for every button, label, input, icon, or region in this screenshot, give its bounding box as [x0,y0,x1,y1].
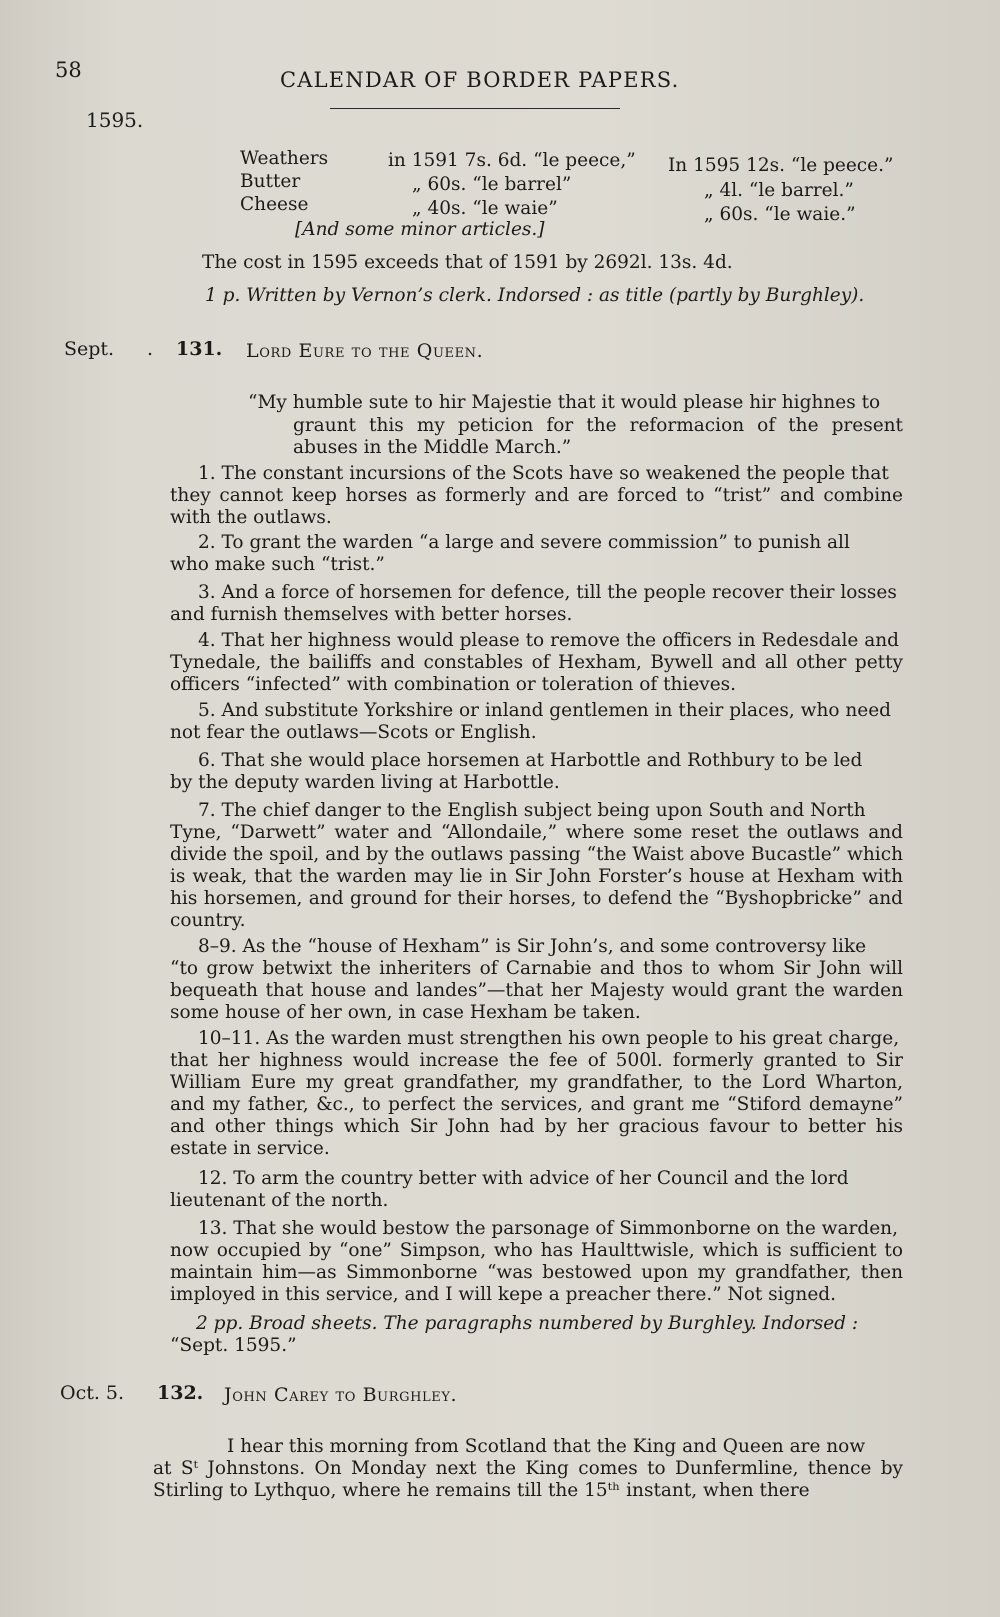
price-1595-cheese: „ 60s. “le waie.” [704,204,856,225]
petition-paragraph-4: 4. That her highness would please to remove the officers in Redesdale and Tynedale, the bailiffs and constables of Hexham, Bywell and all other petty officers “infected” with combination or toleration of thieves. [170,630,903,695]
minor-articles: [And some minor articles.] [295,219,545,240]
running-title: CALENDAR OF BORDER PAPERS. [280,68,680,92]
petition-paragraph-8-9: 8–9. As the “house of Hexham” is Sir John’s, and some controversy like “to grow betwixt the inheriters of Carnabie and thos to whom Sir John will bequeath that house and landes”—that her Majesty would grant the warden some house of her own, in case Hexham be taken. [170,936,903,1023]
margin-year: 1595. [86,108,144,132]
entry-131-note-date: “Sept. 1595.” [170,1335,297,1356]
entry-132-title: John Carey to Burghley. [224,1384,458,1406]
price-1595-butter: „ 4l. “le barrel.” [704,180,854,201]
entry-132-number: 132. [157,1382,204,1404]
entry-131-note: 2 pp. Broad sheets. The paragraphs numbered by Burghley. Indorsed : [196,1313,859,1334]
petition-paragraph-13: 13. That she would bestow the parsonage of Simmonborne on the warden, now occupied by “one” Simpson, who has Haulttwisle, which is sufficient to maintain him—as Simmonborne “was bestowed upon my grandfather, then imployed in this service, and I will kepe a preacher there.” Not signed. [170,1218,903,1305]
petition-intro-first-line: “My humble sute to hir Majestie that it would please hir highnes to [248,392,881,413]
petition-paragraph-2: 2. To grant the warden “a large and severe commission” to punish all who make such “trist.” [170,532,850,575]
title-rule [330,108,620,109]
page-number: 58 [55,58,82,82]
petition-paragraph-7: 7. The chief danger to the English subject being upon South and North Tyne, “Darwett” water and “Allondaile,” where some reset the outlaws and divide the spoil, and by the outlaws passing “the Waist above Bucastle” which is weak, that the warden may lie in Sir John Forster’s house at Hexham with his horsemen, and ground for their horses, to defend the “Byshopbricke” and country. [170,800,903,931]
entry-131-date: Sept. [64,338,115,360]
entry-132-letter-text: I hear this morning from Scotland that the King and Queen are now at Sᵗ Johnstons. On Monday next the King comes to Dunfermline, thence by Stirling to Lythquo, where he remains till the 15ᵗʰ instant, when there [153,1436,903,1501]
price-1595-weathers: In 1595 12s. “le peece.” [668,155,894,176]
petition-intro-rest: graunt this my peticion for the reformacion of the present abuses in the Middle March.” [293,415,903,458]
price-1591-weathers: in 1591 7s. 6d. “le peece,” [388,150,636,171]
petition-paragraph-6: 6. That she would place horsemen at Harbottle and Rothbury to be led by the deputy warden living at Harbottle. [170,750,863,793]
petition-paragraph-1: 1. The constant incursions of the Scots have so weakened the people that they cannot keep horses as formerly and are forced to “trist” and combine with the outlaws. [170,463,903,528]
price-item-weathers: Weathers [240,148,329,169]
entry-132-date: Oct. 5. [60,1382,125,1404]
entry-131-number: 131. [176,338,223,360]
petition-paragraph-5: 5. And substitute Yorkshire or inland gentlemen in their places, who need not fear the outlaws—Scots or English. [170,700,892,743]
petition-paragraph-3: 3. And a force of horsemen for defence, till the people recover their losses and furnish themselves with better horses. [170,582,897,625]
petition-paragraph-10-11: 10–11. As the warden must strengthen his own people to his great charge, that her highness would increase the fee of 500l. formerly granted to Sir William Eure my great grandfather, my grandfather, to the Lord Wharton, and my father, &c., to perfect the services, and grant me “Stiford demayne” and other things which Sir John had by her gracious favour to better his estate in service. [170,1028,903,1159]
price-1591-butter: „ 60s. “le barrel” [412,174,572,195]
price-item-butter: Butter [240,171,301,192]
entry-130-note: 1 p. Written by Vernon’s clerk. Indorsed : as title (partly by Burghley). [205,285,865,306]
cost-line: The cost in 1595 exceeds that of 1591 by 2692l. 13s. 4d. [202,252,733,273]
price-item-cheese: Cheese [240,194,309,215]
petition-paragraph-12: 12. To arm the country better with advice of her Council and the lord lieutenant of the north. [170,1168,849,1211]
entry-131-dot: . [147,338,154,360]
price-1591-cheese: „ 40s. “le waie” [412,198,558,219]
entry-131-title: Lord Eure to the Queen. [246,340,484,362]
